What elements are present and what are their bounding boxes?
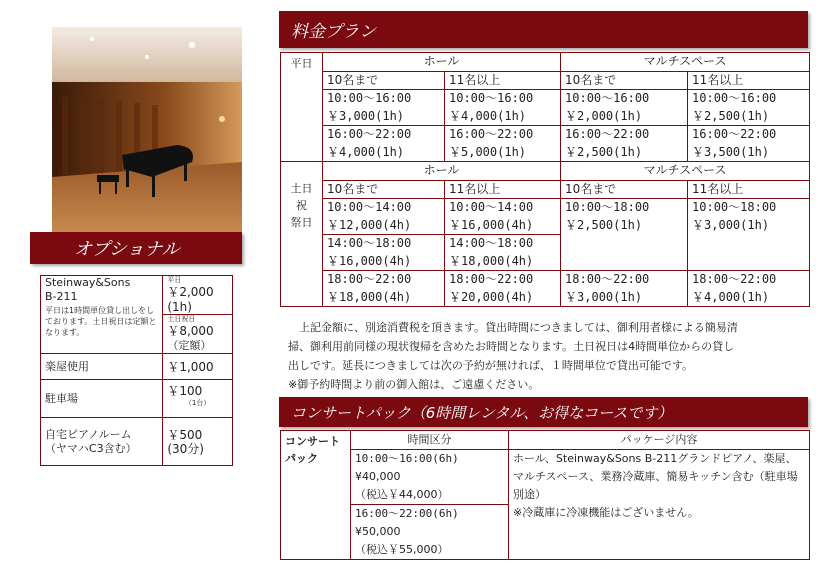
multi-up-to-10: 10名まで <box>561 71 688 90</box>
multi-up-to-10-2: 10名まで <box>561 180 688 199</box>
note-line: 出しです。延長につきましては次の予約が無ければ、１時間単位で貸出可能です。 <box>288 359 694 372</box>
parking-cell <box>163 380 233 418</box>
note-line: 上記金額に、別途消費税を頂きます。貸出時間につきましては、御利用者様による簡易清 <box>288 321 738 334</box>
price-cell: 18:00～22:00 ￥18,000(4h) <box>323 271 445 307</box>
concert-pack-banner <box>279 397 808 427</box>
multi-over-11-2: 11名以上 <box>688 180 810 199</box>
price-cell: 18:00～22:00 ￥4,000(1h) <box>688 271 810 307</box>
concert-pack-label: コンサート パック <box>281 431 351 560</box>
optional-banner <box>30 232 242 264</box>
home-piano-price-cell <box>163 418 233 466</box>
price-cell: 10:00～16:00 ￥4,000(1h) <box>445 90 561 126</box>
home-piano-label-line2: （ヤマハC3含む） <box>45 441 137 455</box>
hall-header-2: ホール <box>323 162 561 181</box>
slot2-tax: （税込￥55,000） <box>355 543 449 556</box>
green-room-label: 楽屋使用 <box>41 354 163 380</box>
price-cell: 10:00～14:00 ￥16,000(4h) <box>445 199 561 235</box>
price-cell: 10:00～18:00 ￥2,500(1h) <box>561 199 688 271</box>
price-plan-title: 料金プラン <box>291 22 376 42</box>
price-cell: 18:00～22:00 ￥3,000(1h) <box>561 271 688 307</box>
parking-unit: （1台） <box>184 399 211 407</box>
multi-header: マルチスペース <box>561 53 810 72</box>
parking-label: 駐車場 <box>41 380 163 418</box>
parking-price: ￥100 <box>167 384 203 398</box>
concert-pack-table <box>280 430 810 560</box>
piano-name-line2: B-211 <box>45 290 78 303</box>
hall-up-to-10-2: 10名まで <box>323 180 445 199</box>
piano-holiday-cell <box>163 315 233 354</box>
piano-holiday-price: ￥8,000 <box>167 324 214 338</box>
note-line: ※御予約時間より前の御入館は、ご遠慮ください。 <box>288 378 540 391</box>
price-cell: 10:00～18:00 ￥3,000(1h) <box>688 199 810 271</box>
package-contents-cell <box>509 450 810 560</box>
slot2-price: ¥50,000 <box>355 525 401 538</box>
multi-over-11: 11名以上 <box>688 71 810 90</box>
multi-header-2: マルチスペース <box>561 162 810 181</box>
price-plan-banner <box>279 11 808 48</box>
hall-header: ホール <box>323 53 561 72</box>
price-cell: 10:00～16:00 ￥2,500(1h) <box>688 90 810 126</box>
slot1-time: 10:00～16:00(6h) <box>355 452 459 465</box>
price-cell: 16:00～22:00 ￥3,500(1h) <box>688 126 810 162</box>
hall-up-to-10: 10名まで <box>323 71 445 90</box>
time-header: 時間区分 <box>351 431 509 450</box>
home-piano-cell <box>41 418 163 466</box>
contents-header: パッケージ内容 <box>509 431 810 450</box>
price-cell: 18:00～22:00 ￥20,000(4h) <box>445 271 561 307</box>
price-cell: 14:00～18:00 ￥16,000(4h) <box>323 235 445 271</box>
concert-pack-title: コンサートパック（6時間レンタル、お得なコースです） <box>291 403 673 422</box>
piano-note: 平日は1時間単位貸し出しをしております。土日祝日は定額となります。 <box>45 306 157 337</box>
slot2-time: 16:00～22:00(6h) <box>355 507 459 520</box>
price-cell: 16:00～22:00 ￥4,000(1h) <box>323 126 445 162</box>
price-cell: 16:00～22:00 ￥2,500(1h) <box>561 126 688 162</box>
piano-holiday-label: 土日祝日 <box>167 315 196 323</box>
hall-over-11-2: 11名以上 <box>445 180 561 199</box>
slot2-cell <box>351 505 509 560</box>
piano-weekday-unit: (1h) <box>167 300 192 314</box>
price-cell: 10:00～16:00 ￥3,000(1h) <box>323 90 445 126</box>
holiday-label: 土日 祝 祭日 <box>281 162 323 307</box>
home-piano-label-line1: 自宅ピアノルーム <box>45 427 132 441</box>
home-piano-unit: (30分) <box>167 441 204 456</box>
home-piano-price: ￥500 <box>167 427 203 442</box>
price-cell: 14:00～18:00 ￥18,000(4h) <box>445 235 561 271</box>
hall-over-11: 11名以上 <box>445 71 561 90</box>
piano-name-line1: Steinway&Sons <box>45 276 131 289</box>
slot1-tax: （税込￥44,000） <box>355 488 449 501</box>
piano-weekday-price: ￥2,000 <box>167 285 214 299</box>
price-cell: 16:00～22:00 ￥5,000(1h) <box>445 126 561 162</box>
package-contents-note: ※冷蔵庫に冷凍機能はございません。 <box>513 506 699 519</box>
price-cell: 10:00～16:00 ￥2,000(1h) <box>561 90 688 126</box>
piano-holiday-unit: （定額） <box>167 339 212 352</box>
package-contents: ホール、Steinway&Sons B-211グランドピアノ、楽屋、マルチスペース、業務冷蔵庫、簡易キッチン含む（駐車場別途） <box>513 452 798 501</box>
slot1-price: ¥40,000 <box>355 470 401 483</box>
green-room-price: ￥1,000 <box>163 354 233 380</box>
weekday-label: 平日 <box>281 53 323 162</box>
optional-table <box>40 275 233 466</box>
piano-option-cell <box>41 276 163 354</box>
piano-weekday-cell <box>163 276 233 315</box>
piano-weekday-label: 平日 <box>167 276 182 284</box>
price-table <box>280 52 810 307</box>
note-line: 掃、御利用前同様の現状復帰を含めたお時間となります。土日祝日は4時間単位からの貸し <box>288 340 735 353</box>
price-cell: 10:00～14:00 ￥12,000(4h) <box>323 199 445 235</box>
pricing-notes <box>288 318 808 394</box>
slot1-cell <box>351 450 509 505</box>
hall-photo <box>52 27 242 235</box>
optional-title: オプショナル <box>74 239 180 260</box>
